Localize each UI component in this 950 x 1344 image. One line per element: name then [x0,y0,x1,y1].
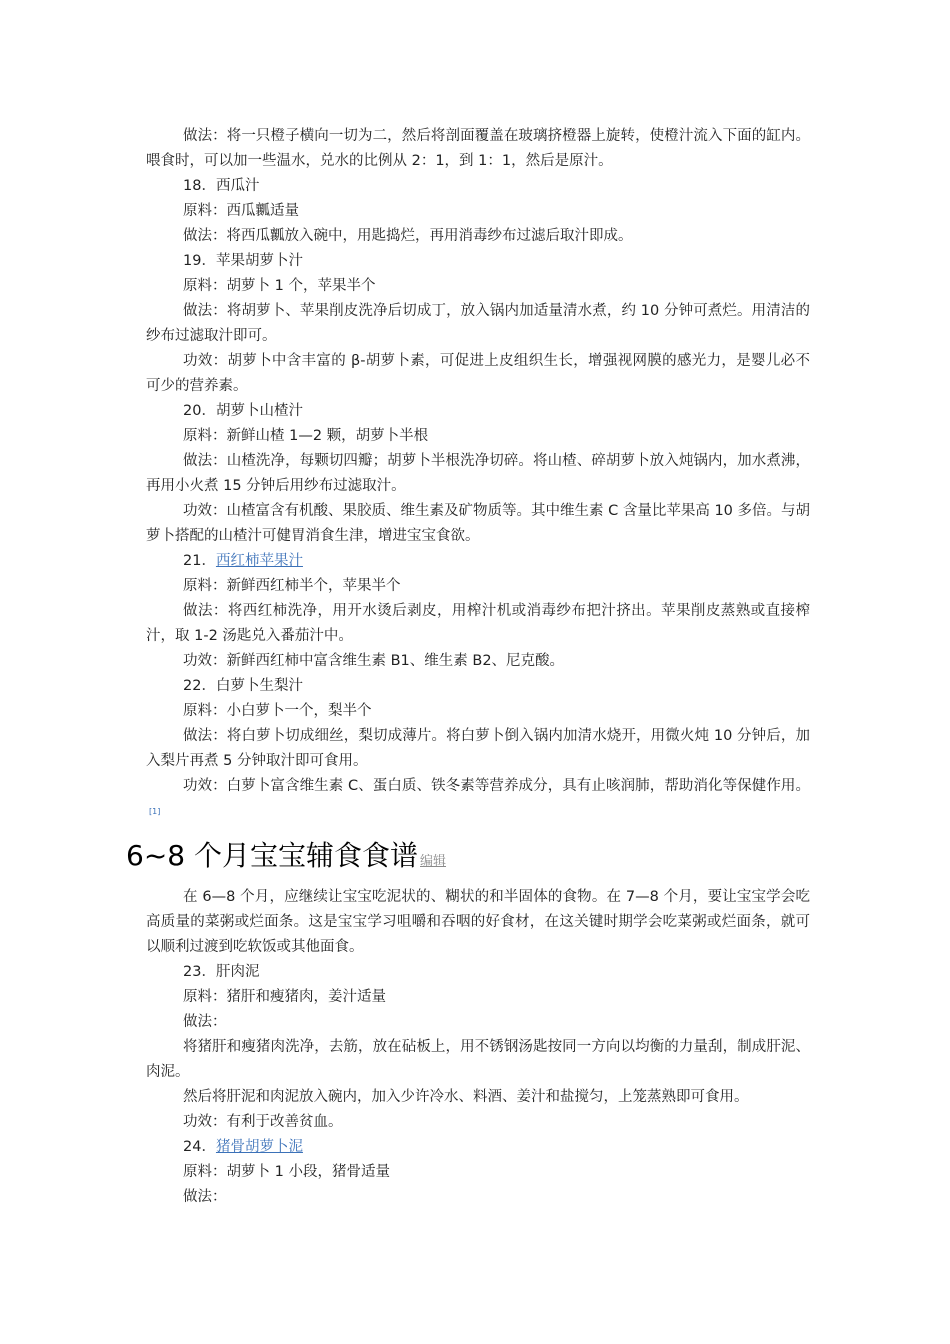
recipe-20-effect: 功效：山楂富含有机酸、果胶质、维生素及矿物质等。其中维生素 C 含量比苹果高 10 多倍。与胡萝卜搭配的山楂汁可健胃消食生津，增进宝宝食欲。 [146,503,811,544]
reference-link[interactable]: [1] [149,807,161,816]
recipe-19-ingredients: 原料：胡萝卜 1 个，苹果半个 [183,278,376,294]
section-heading-text: 6~8 个月宝宝辅食食谱 [126,838,418,872]
recipe-22-effect-text: 功效：白萝卜富含维生素 C、蛋白质、铁冬素等营养成分，具有止咳润肺，帮助消化等保健作用。 [183,778,810,794]
recipe-22-method: 做法：将白萝卜切成细丝，梨切成薄片。将白萝卜倒入锅内加清水烧开，用微火炖 10 分钟后，加入梨片再煮 5 分钟取汁即可食用。 [146,728,810,769]
recipe-20-method: 做法：山楂洗净，每颗切四瓣；胡萝卜半根洗净切碎。将山楂、碎胡萝卜放入炖锅内，加水煮沸，再用小火煮 15 分钟后用纱布过滤取汁。 [146,453,810,494]
recipe-24-method-label: 做法： [183,1188,227,1205]
recipe-20-ingredients: 原料：新鲜山楂 1—2 颗，胡萝卜半根 [183,428,429,444]
recipe-23-ingredients: 原料：猪肝和瘦猪肉，姜汁适量 [183,988,386,1005]
document-content [126,124,811,1210]
recipe-24-title [146,1135,810,1160]
recipe-24-ingredients: 原料：胡萝卜 1 小段，猪骨适量 [183,1163,390,1180]
recipe-19-title: 19．苹果胡萝卜汁 [183,253,303,269]
recipe-17-method: 做法：将一只橙子横向一切为二，然后将剖面覆盖在玻璃挤橙器上旋转，使橙汁流入下面的缸内。喂食时，可以加一些温水，兑水的比例从 2：1，到 1：1，然后是原汁。 [146,128,810,169]
section-heading [126,833,810,885]
recipe-23-method-label: 做法： [183,1013,227,1030]
section-intro: 在 6—8 个月，应继续让宝宝吃泥状的、糊状的和半固体的食物。在 7—8 个月，要让宝宝学会吃高质量的菜粥或烂面条。这是宝宝学习咀嚼和吞咽的好食材，在这关键时期学会吃菜粥或烂面条，就可以顺利过渡到吃软饭或其他面食。 [146,888,810,955]
edit-link[interactable]: 编辑 [420,853,447,869]
recipe-24-number: 24． [183,1138,216,1155]
recipe-24-link[interactable]: 猪骨胡萝卜泥 [215,1138,303,1155]
recipe-20-title: 20．胡萝卜山楂汁 [183,403,303,419]
recipe-18-method: 做法：将西瓜瓤放入碗中，用匙捣烂，再用消毒纱布过滤后取汁即成。 [183,228,633,244]
recipe-23-method-step1: 将猪肝和瘦猪肉洗净，去筋，放在砧板上，用不锈钢汤匙按同一方向以均衡的力量刮，制成肝泥、肉泥。 [146,1038,810,1080]
recipe-23-method-step2: 然后将肝泥和肉泥放入碗内，加入少许冷水、料酒、姜汁和盐搅匀，上笼蒸熟即可食用。 [183,1088,749,1105]
recipe-21-effect: 功效：新鲜西红柿中富含维生素 B1、维生素 B2、尼克酸。 [183,653,565,669]
recipe-18-title: 18．西瓜汁 [183,178,260,194]
recipe-18-ingredients: 原料：西瓜瓤适量 [183,203,299,219]
recipe-21-number: 21． [183,553,216,569]
recipe-21-method: 做法：将西红柿洗净，用开水烫后剥皮，用榨汁机或消毒纱布把汁挤出。苹果削皮蒸熟或直接榨汁，取 1-2 汤匙兑入番茄汁中。 [146,603,810,644]
recipe-23-title: 23．肝肉泥 [183,963,260,980]
recipe-23-effect: 功效：有利于改善贫血。 [183,1113,343,1130]
recipe-19-method: 做法：将胡萝卜、苹果削皮洗净后切成丁，放入锅内加适量清水煮，约 10 分钟可煮烂。用清洁的纱布过滤取汁即可。 [146,303,810,344]
recipe-22-title: 22．白萝卜生梨汁 [183,678,303,694]
recipe-21-title [146,549,810,574]
recipe-21-link[interactable]: 西红柿苹果汁 [215,553,303,569]
recipe-22-ingredients: 原料：小白萝卜一个，梨半个 [183,703,372,719]
recipe-22-effect [146,774,810,829]
recipe-21-ingredients: 原料：新鲜西红柿半个，苹果半个 [183,578,401,594]
recipe-19-effect: 功效：胡萝卜中含丰富的 β-胡萝卜素，可促进上皮组织生长，增强视网膜的感光力，是婴儿必不可少的营养素。 [146,353,810,394]
